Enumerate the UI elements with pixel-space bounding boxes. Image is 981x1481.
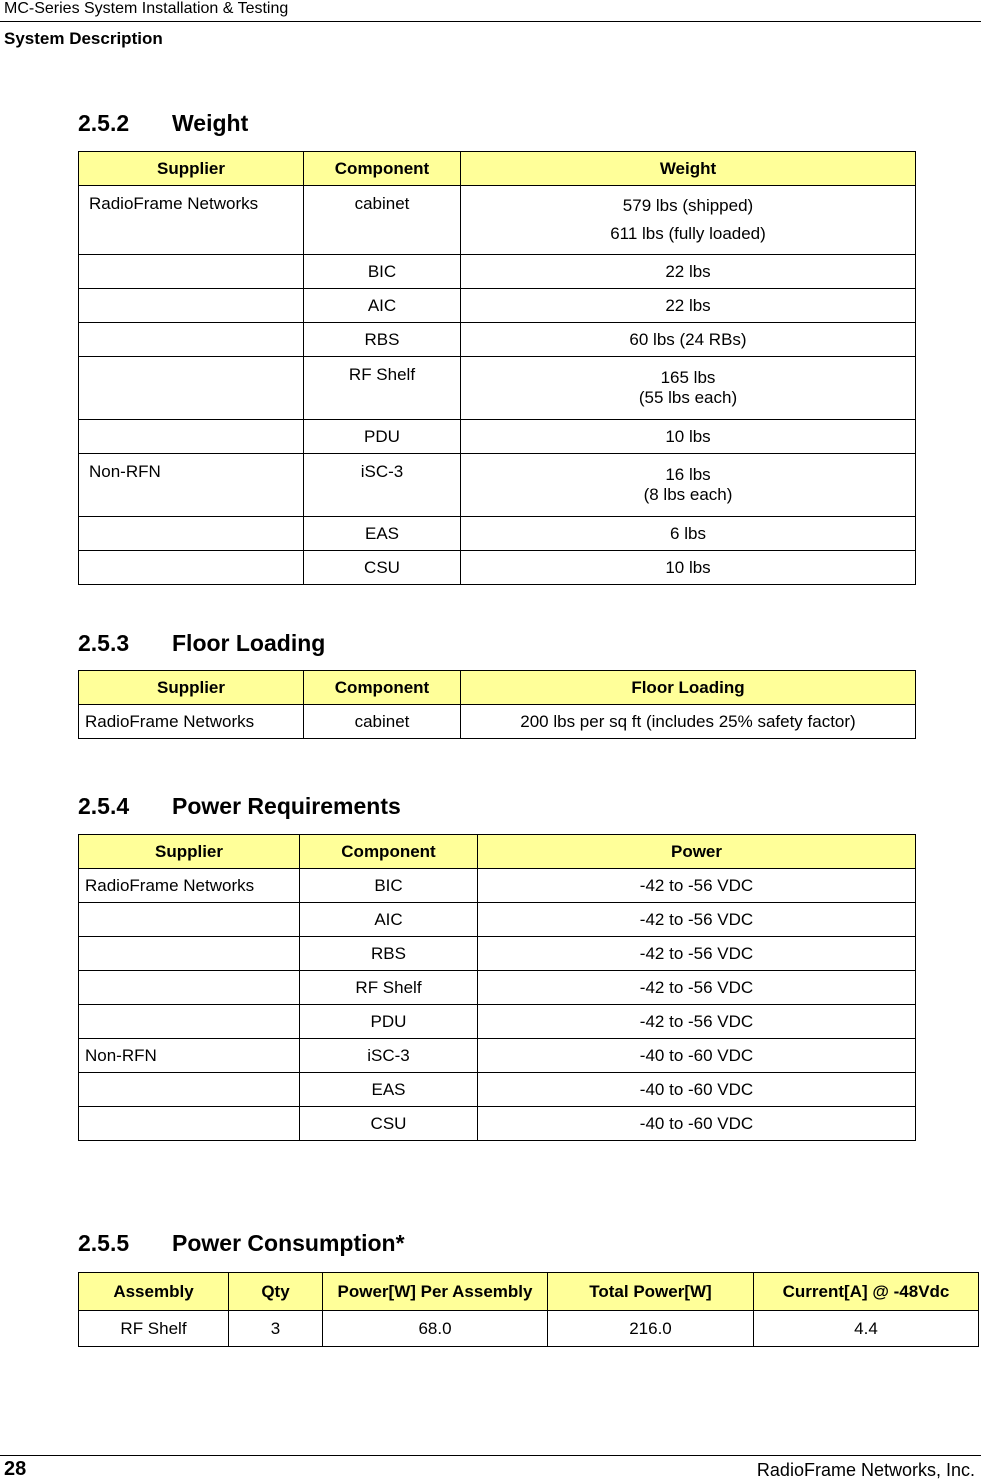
table-row (79, 454, 916, 517)
weight-cell (461, 357, 916, 420)
weight-cell: 10 lbs (461, 420, 916, 454)
weight-heading-title: Weight (172, 110, 249, 136)
supplier-cell (79, 937, 300, 971)
power-cell: -40 to -60 VDC (478, 1107, 916, 1141)
column-header: Power[W] Per Assembly (323, 1273, 548, 1311)
supplier-cell (79, 323, 304, 357)
component-cell: EAS (304, 517, 461, 551)
weight-heading-number: 2.5.2 (78, 110, 130, 136)
power-requirements-heading-title: Power Requirements (172, 793, 401, 819)
weight-value: 16 lbs (665, 465, 711, 484)
component-cell: cabinet (304, 186, 461, 255)
column-header: Component (300, 835, 478, 869)
weight-value-secondary: (55 lbs each) (638, 388, 738, 407)
supplier-cell: RadioFrame Networks (79, 705, 304, 739)
supplier-cell (79, 971, 300, 1005)
document-title: MC-Series System Installation & Testing (4, 0, 289, 17)
table-row (79, 517, 916, 551)
weight-value: 579 lbs (shipped) (622, 196, 754, 215)
component-cell: RF Shelf (300, 971, 478, 1005)
table-header-row (79, 152, 916, 186)
weight-heading (78, 110, 248, 137)
component-cell: PDU (300, 1005, 478, 1039)
header-rule (0, 21, 981, 22)
power-consumption-heading-title: Power Consumption* (172, 1230, 405, 1256)
table-row (79, 420, 916, 454)
page-number: 28 (4, 1458, 27, 1480)
power-requirements-table (78, 834, 916, 1141)
supplier-cell (79, 1073, 300, 1107)
column-header: Total Power[W] (548, 1273, 754, 1311)
component-cell: EAS (300, 1073, 478, 1107)
table-row (79, 1039, 916, 1073)
component-cell: BIC (300, 869, 478, 903)
supplier-cell (79, 551, 304, 585)
floor-loading-heading-title: Floor Loading (172, 630, 326, 656)
qty-cell: 3 (229, 1311, 323, 1347)
column-header: Weight (461, 152, 916, 186)
component-cell: cabinet (304, 705, 461, 739)
power-cell: -40 to -60 VDC (478, 1039, 916, 1073)
supplier-cell (79, 357, 304, 420)
supplier-cell (79, 420, 304, 454)
power-requirements-heading (78, 793, 401, 820)
table-row (79, 551, 916, 585)
section-label: System Description (4, 29, 163, 48)
column-header: Supplier (79, 835, 300, 869)
component-cell: CSU (300, 1107, 478, 1141)
power-consumption-heading-number: 2.5.5 (78, 1230, 130, 1256)
table-row (79, 1311, 979, 1347)
weight-value: 165 lbs (660, 368, 716, 387)
column-header: Assembly (79, 1273, 229, 1311)
assembly-cell: RF Shelf (79, 1311, 229, 1347)
weight-cell: 60 lbs (24 RBs) (461, 323, 916, 357)
table-row (79, 705, 916, 739)
weight-cell: 6 lbs (461, 517, 916, 551)
floor-loading-heading (78, 630, 325, 657)
supplier-cell (79, 1107, 300, 1141)
supplier-cell: Non-RFN (79, 1039, 300, 1073)
component-cell: BIC (304, 255, 461, 289)
total-power-cell: 216.0 (548, 1311, 754, 1347)
weight-cell (461, 186, 916, 255)
current-cell: 4.4 (754, 1311, 979, 1347)
component-cell: PDU (304, 420, 461, 454)
power-cell: -42 to -56 VDC (478, 1005, 916, 1039)
supplier-cell (79, 903, 300, 937)
weight-cell: 22 lbs (461, 289, 916, 323)
weight-value-secondary: 611 lbs (fully loaded) (610, 224, 766, 243)
table-row (79, 1005, 916, 1039)
component-cell: iSC-3 (300, 1039, 478, 1073)
column-header: Qty (229, 1273, 323, 1311)
column-header: Component (304, 152, 461, 186)
supplier-cell: RadioFrame Networks (79, 186, 304, 255)
supplier-cell: RadioFrame Networks (79, 869, 300, 903)
component-cell: AIC (304, 289, 461, 323)
power-requirements-heading-number: 2.5.4 (78, 793, 130, 819)
table-row (79, 255, 916, 289)
floor-loading-table (78, 670, 916, 739)
table-row (79, 1107, 916, 1141)
component-cell: iSC-3 (304, 454, 461, 517)
table-row (79, 323, 916, 357)
supplier-cell (79, 255, 304, 289)
power-cell: -42 to -56 VDC (478, 903, 916, 937)
power-cell: -42 to -56 VDC (478, 937, 916, 971)
component-cell: CSU (304, 551, 461, 585)
table-row (79, 357, 916, 420)
power-cell: -40 to -60 VDC (478, 1073, 916, 1107)
power-cell: -42 to -56 VDC (478, 869, 916, 903)
floor-loading-cell: 200 lbs per sq ft (includes 25% safety factor) (461, 705, 916, 739)
component-cell: AIC (300, 903, 478, 937)
weight-cell: 10 lbs (461, 551, 916, 585)
weight-table (78, 151, 916, 585)
supplier-cell (79, 517, 304, 551)
footer-rule (0, 1455, 981, 1456)
weight-cell (461, 454, 916, 517)
table-row (79, 289, 916, 323)
table-header-row (79, 835, 916, 869)
table-row (79, 869, 916, 903)
company-name: RadioFrame Networks, Inc. (756, 1460, 975, 1480)
column-header: Power (478, 835, 916, 869)
column-header: Floor Loading (461, 671, 916, 705)
table-row (79, 186, 916, 255)
component-cell: RBS (300, 937, 478, 971)
power-cell: -42 to -56 VDC (478, 971, 916, 1005)
column-header: Component (304, 671, 461, 705)
component-cell: RF Shelf (304, 357, 461, 420)
column-header: Supplier (79, 671, 304, 705)
supplier-cell (79, 1005, 300, 1039)
floor-loading-heading-number: 2.5.3 (78, 630, 130, 656)
table-row (79, 937, 916, 971)
column-header: Current[A] @ -48Vdc (754, 1273, 979, 1311)
table-row (79, 971, 916, 1005)
table-row (79, 903, 916, 937)
supplier-cell (79, 289, 304, 323)
table-row (79, 1073, 916, 1107)
power-per-assembly-cell: 68.0 (323, 1311, 548, 1347)
weight-cell: 22 lbs (461, 255, 916, 289)
component-cell: RBS (304, 323, 461, 357)
supplier-cell: Non-RFN (79, 454, 304, 517)
weight-value-secondary: (8 lbs each) (643, 485, 733, 504)
power-consumption-heading (78, 1230, 405, 1257)
table-header-row (79, 1273, 979, 1311)
power-consumption-table (78, 1272, 979, 1347)
table-header-row (79, 671, 916, 705)
column-header: Supplier (79, 152, 304, 186)
